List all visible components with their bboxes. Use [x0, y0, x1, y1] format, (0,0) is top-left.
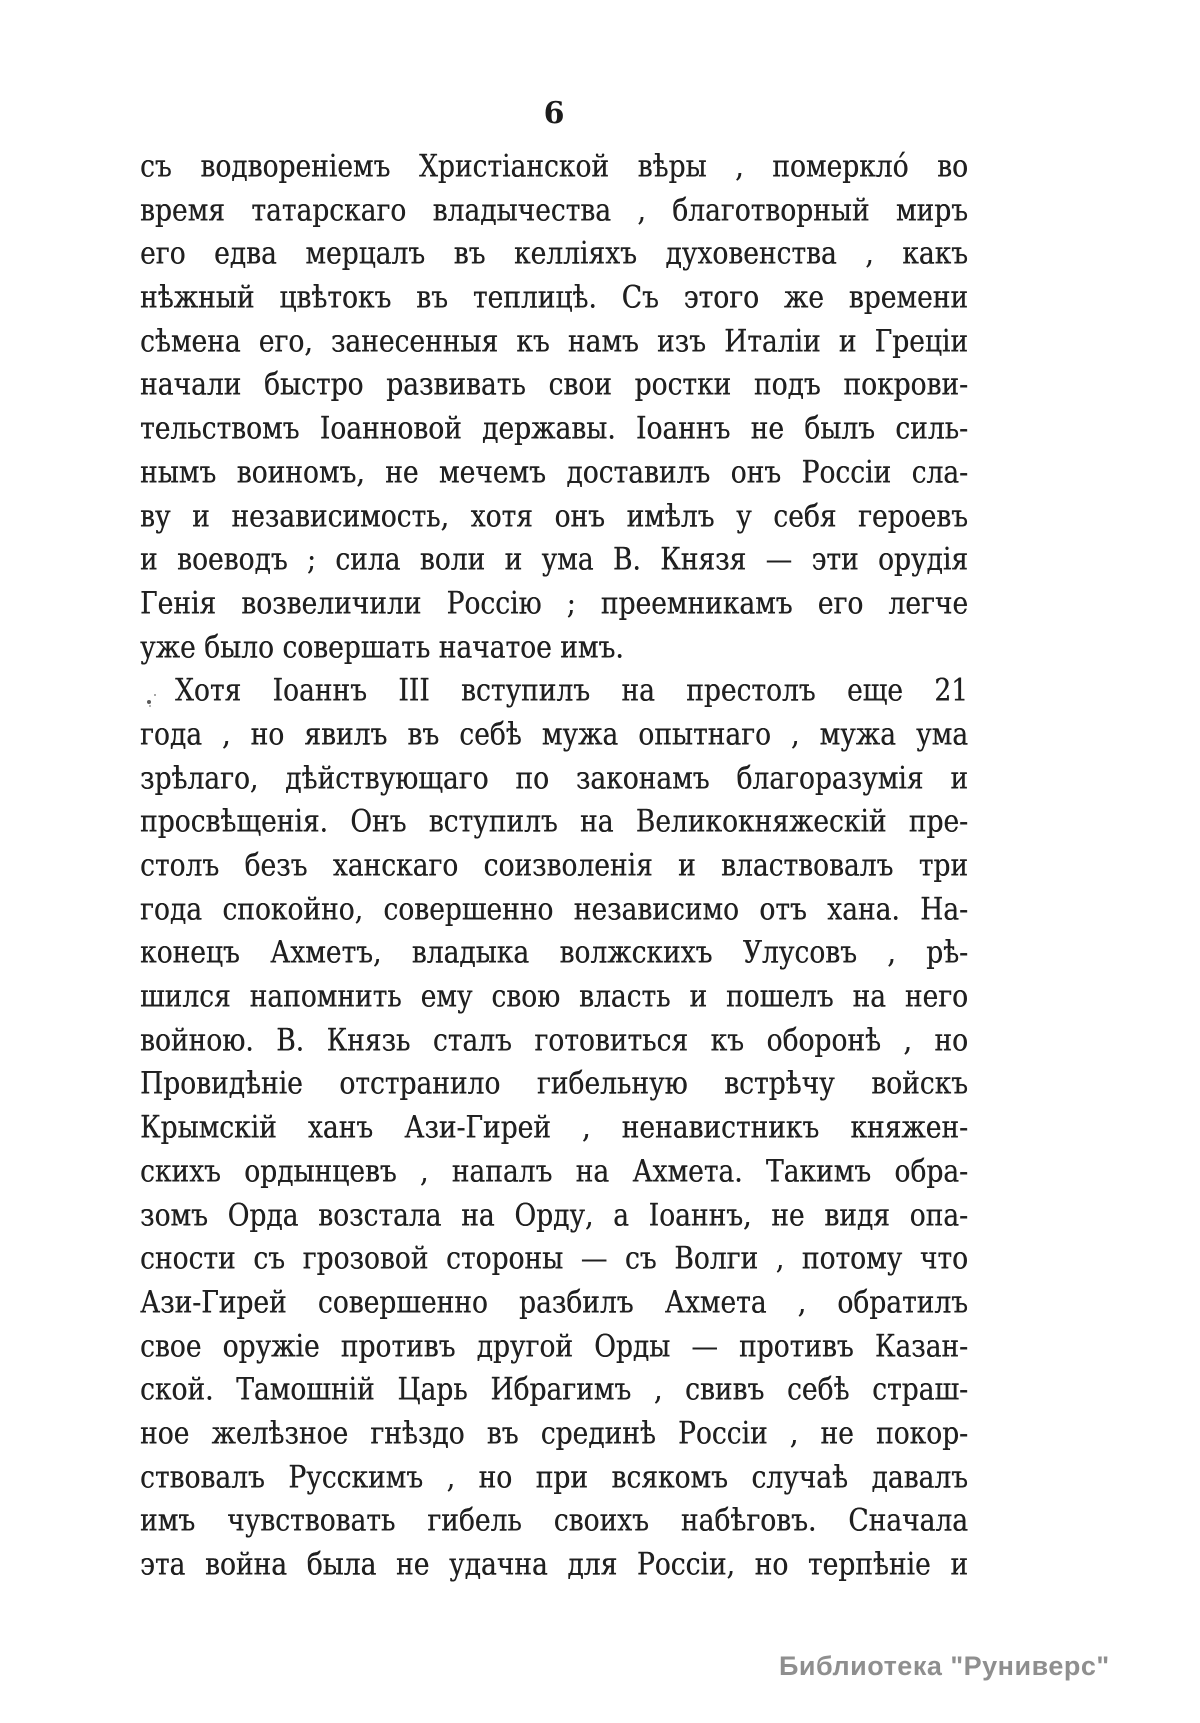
text-line: время татарскаго владычества , благотворный миръ	[140, 192, 968, 229]
text-line: Хотя Іоаннъ III вступилъ на престолъ еще 21	[175, 673, 968, 709]
text-line: ное желѣзное гнѣздо въ срединѣ Россіи , не покор-	[140, 1415, 968, 1452]
text-line: скихъ ордынцевъ , напалъ на Ахмета. Такимъ обра-	[140, 1153, 968, 1190]
text-line: свое оружіе противъ другой Орды — противъ Казан-	[140, 1328, 968, 1365]
watermark-label: Библиотека "Руниверс"	[779, 1651, 1110, 1681]
text-line: начали быстро развивать свои ростки подъ покрови-	[140, 367, 968, 404]
text-line: нѣжный цвѣтокъ въ теплицѣ. Съ этого же времени	[140, 279, 968, 316]
text-line: тельствомъ Іоанновой державы. Іоаннъ не былъ силь-	[140, 410, 968, 447]
text-line: Ази-Гирей совершенно разбилъ Ахмета , обратилъ	[140, 1284, 968, 1321]
text-line: ской. Тамошній Царь Ибрагимъ , свивъ себѣ страш-	[140, 1372, 968, 1408]
text-line: года , но явилъ въ себѣ мужа опытнаго , мужа ума	[140, 716, 968, 753]
text-line: нымъ воиномъ, не мечемъ доставилъ онъ Россіи сла-	[140, 454, 968, 491]
text-line: зомъ Орда возстала на Орду, а Іоаннъ, не видя опа-	[140, 1197, 968, 1234]
text-line: и воеводъ ; сила воли и ума В. Князя — эти орудія	[140, 541, 968, 578]
text-line: столъ безъ ханскаго соизволенія и властвовалъ три	[140, 847, 968, 884]
text-line: сности съ грозовой стороны — съ Волги , потому что	[140, 1240, 968, 1277]
text-line: года спокойно, совершенно независимо отъ хана. На-	[140, 891, 968, 928]
text-line: Провидѣніе отстранило гибельную встрѣчу войскъ	[140, 1066, 968, 1103]
text-line: шился напомнить ему свою власть и пошелъ на него	[140, 978, 968, 1015]
text-line: имъ чувствовать гибель своихъ набѣговъ. Сначала	[140, 1503, 968, 1540]
body-text	[140, 146, 968, 1588]
text-line: эта война была не удачна для Россіи, но терпѣніе и	[140, 1546, 968, 1583]
text-line: Генія возвеличили Россію ; преемникамъ его легче	[140, 585, 968, 622]
text-line: ву и независимость, хотя онъ имѣлъ у себя героевъ	[140, 498, 968, 535]
text-line: ствовалъ Русскимъ , но при всякомъ случаѣ давалъ	[140, 1459, 968, 1496]
text-line: войною. В. Князь сталъ готовиться къ оборонѣ , но	[140, 1022, 968, 1059]
text-line: его едва мерцалъ въ келліяхъ духовенства , какъ	[140, 236, 968, 273]
text-line: сѣмена его, занесенныя къ намъ изъ Италіи и Греціи	[140, 323, 968, 360]
text-line: конецъ Ахметъ, владыка волжскихъ Улусовъ , рѣ-	[140, 935, 968, 972]
ink-speck	[147, 700, 151, 704]
text-line: просвѣщенія. Онъ вступилъ на Великокняжескій пре-	[140, 804, 968, 841]
text-line: зрѣлаго, дѣйствующаго по законамъ благоразумія и	[140, 760, 968, 797]
page-number: 6	[543, 96, 565, 131]
text-line: съ водвореніемъ Христіанской вѣры , померкло́ во	[140, 148, 968, 185]
text-line: уже было совершать начатое имъ.	[140, 629, 624, 666]
text-line: Крымскій ханъ Ази-Гирей , ненавистникъ княжен-	[140, 1109, 968, 1146]
